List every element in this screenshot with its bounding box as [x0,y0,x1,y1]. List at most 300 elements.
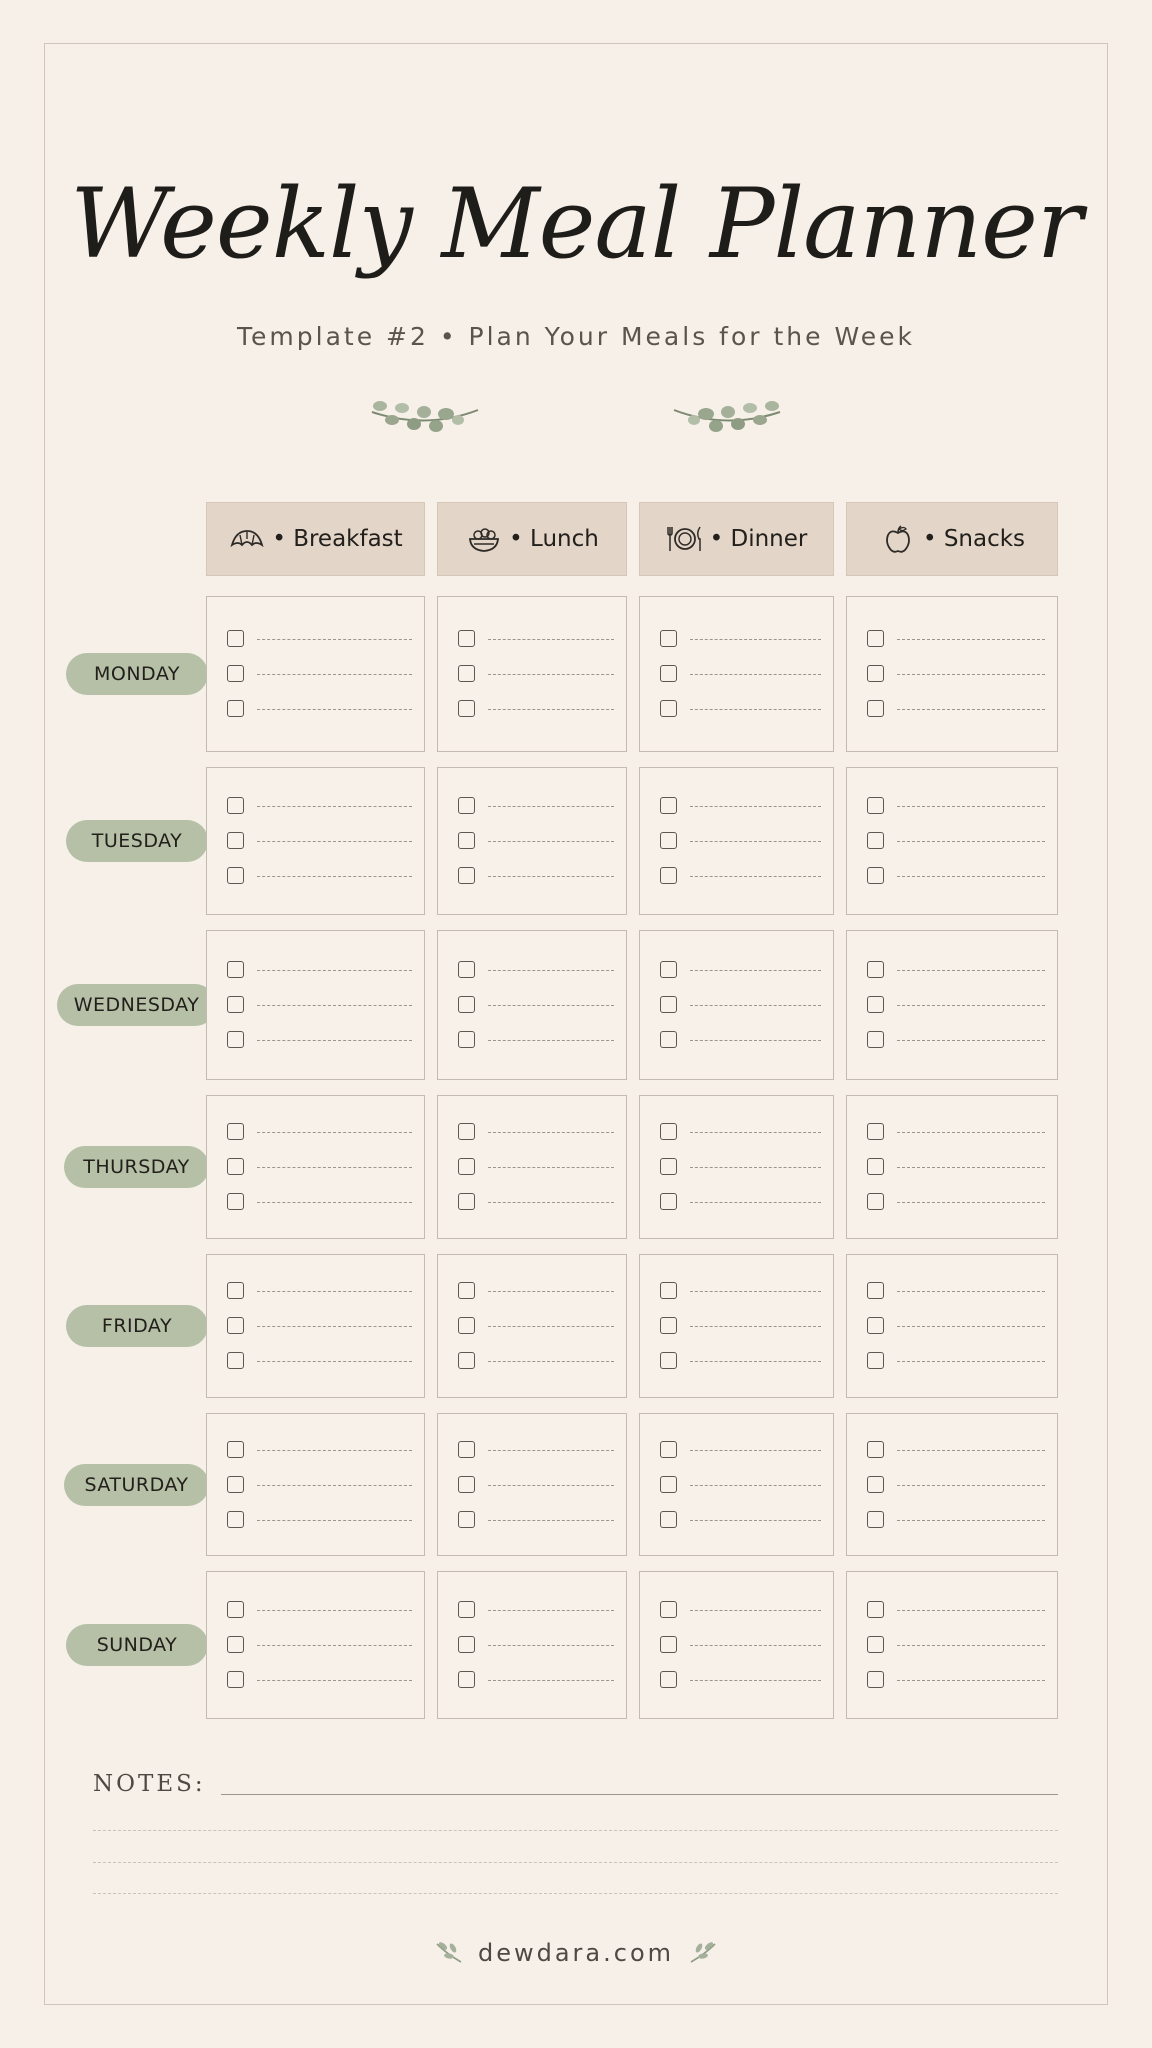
meal-entry [660,832,821,852]
meal-entry [867,1282,1045,1302]
entry-line[interactable] [257,1680,412,1681]
checkbox[interactable] [867,1671,884,1688]
checkbox[interactable] [660,700,677,717]
meal-entry [227,630,412,650]
meal-entry [458,1031,614,1051]
checkbox[interactable] [458,1031,475,1048]
checkbox[interactable] [458,665,475,682]
entry-line[interactable] [897,1326,1045,1327]
entry-line[interactable] [488,674,614,675]
checkbox[interactable] [660,996,677,1013]
checkbox[interactable] [867,832,884,849]
meal-entry [867,797,1045,817]
entry-line[interactable] [257,1132,412,1133]
entry-line[interactable] [690,674,821,675]
entry-line[interactable] [897,1005,1045,1006]
entry-line[interactable] [488,1361,614,1362]
entry-line[interactable] [488,1645,614,1646]
checkbox[interactable] [458,1671,475,1688]
entry-line[interactable] [690,1291,821,1292]
entry-line[interactable] [690,1485,821,1486]
checkbox[interactable] [867,1317,884,1334]
entry-line[interactable] [690,1132,821,1133]
meal-entry [227,867,412,887]
meal-cell [437,1413,627,1556]
meal-entry [867,1511,1045,1531]
meal-entry [227,1123,412,1143]
meal-cell [206,1254,425,1398]
checkbox[interactable] [867,1352,884,1369]
meal-entry [227,1671,412,1691]
entry-line[interactable] [257,841,412,842]
meal-entry [458,867,614,887]
meal-cell [437,930,627,1080]
meal-entry [660,1123,821,1143]
checkbox[interactable] [227,996,244,1013]
meal-entry [227,996,412,1016]
entry-line[interactable] [690,841,821,842]
meal-cell [639,596,834,752]
checkbox[interactable] [458,1636,475,1653]
meal-entry [458,1441,614,1461]
meal-entry [458,1636,614,1656]
footer-right-sprig-icon [687,1936,719,1968]
meal-cell [846,1413,1058,1556]
entry-line[interactable] [690,1167,821,1168]
entry-line[interactable] [488,1132,614,1133]
entry-line[interactable] [897,806,1045,807]
checkbox[interactable] [660,797,677,814]
checkbox[interactable] [227,700,244,717]
checkbox[interactable] [458,1441,475,1458]
meal-entry [458,1511,614,1531]
meal-cell [639,767,834,915]
column-label: • Dinner [709,526,808,552]
entry-line[interactable] [690,1680,821,1681]
checkbox[interactable] [458,797,475,814]
entry-line[interactable] [690,1645,821,1646]
checkbox[interactable] [867,1031,884,1048]
checkbox[interactable] [660,665,677,682]
checkbox[interactable] [867,1193,884,1210]
checkbox[interactable] [867,1511,884,1528]
checkbox[interactable] [660,1511,677,1528]
meal-entry [227,1031,412,1051]
entry-line[interactable] [257,1040,412,1041]
checkbox[interactable] [227,1671,244,1688]
entry-line[interactable] [488,709,614,710]
entry-line[interactable] [488,1326,614,1327]
entry-line[interactable] [488,1520,614,1521]
plate-cutlery-icon [666,523,704,555]
checkbox[interactable] [227,1636,244,1653]
checkbox[interactable] [867,1158,884,1175]
entry-line[interactable] [488,1040,614,1041]
meal-entry [227,1282,412,1302]
entry-line[interactable] [690,1040,821,1041]
checkbox[interactable] [227,665,244,682]
checkbox[interactable] [227,630,244,647]
checkbox[interactable] [458,1352,475,1369]
meal-entry [458,996,614,1016]
meal-entry [458,1282,614,1302]
checkbox[interactable] [458,1158,475,1175]
entry-line[interactable] [488,1450,614,1451]
checkbox[interactable] [660,961,677,978]
meal-cell [206,1413,425,1556]
meal-entry [458,961,614,981]
meal-cell [846,1254,1058,1398]
entry-line[interactable] [488,841,614,842]
checkbox[interactable] [227,1158,244,1175]
notes-label: NOTES: [93,1771,206,1797]
checkbox[interactable] [458,1193,475,1210]
meal-entry [867,1193,1045,1213]
entry-line[interactable] [897,709,1045,710]
entry-line[interactable] [257,1361,412,1362]
meal-cell [206,1095,425,1239]
entry-line[interactable] [897,1645,1045,1646]
checkbox[interactable] [660,1282,677,1299]
meal-cell [846,1571,1058,1719]
meal-entry [458,1158,614,1178]
entry-line[interactable] [897,1485,1045,1486]
meal-entry [227,1476,412,1496]
meal-entry [458,1193,614,1213]
meal-entry [227,832,412,852]
meal-entry [867,1601,1045,1621]
meal-entry [867,1441,1045,1461]
entry-line[interactable] [690,1450,821,1451]
day-label-wednesday: WEDNESDAY [57,984,216,1026]
checkbox[interactable] [867,1282,884,1299]
checkbox[interactable] [867,1601,884,1618]
checkbox[interactable] [227,1511,244,1528]
checkbox[interactable] [458,1476,475,1493]
meal-entry [660,1671,821,1691]
entry-line[interactable] [897,639,1045,640]
meal-cell [437,1095,627,1239]
meal-cell [206,1571,425,1719]
entry-line[interactable] [257,1005,412,1006]
checkbox[interactable] [458,832,475,849]
checkbox[interactable] [227,1282,244,1299]
entry-line[interactable] [488,1167,614,1168]
checkbox[interactable] [227,1476,244,1493]
entry-line[interactable] [690,639,821,640]
checkbox[interactable] [660,1476,677,1493]
entry-line[interactable] [897,970,1045,971]
entry-line[interactable] [897,674,1045,675]
entry-line[interactable] [488,1202,614,1203]
checkbox[interactable] [227,797,244,814]
entry-line[interactable] [488,639,614,640]
meal-entry [227,1636,412,1656]
entry-line[interactable] [257,1520,412,1521]
notes-line[interactable] [93,1893,1058,1894]
column-header-lunch [437,502,627,576]
salad-bowl-icon [465,523,503,555]
checkbox[interactable] [660,1636,677,1653]
day-label-saturday: SATURDAY [64,1464,209,1506]
meal-entry [660,996,821,1016]
entry-line[interactable] [257,1645,412,1646]
checkbox[interactable] [227,1441,244,1458]
meal-entry [660,665,821,685]
meal-entry [867,1476,1045,1496]
apple-icon [879,523,917,555]
entry-line[interactable] [690,1610,821,1611]
meal-entry [458,630,614,650]
meal-entry [458,700,614,720]
entry-line[interactable] [257,1610,412,1611]
entry-line[interactable] [690,876,821,877]
entry-line[interactable] [690,1520,821,1521]
checkbox[interactable] [227,867,244,884]
checkbox[interactable] [458,1282,475,1299]
meal-entry [458,1352,614,1372]
entry-line[interactable] [897,1040,1045,1041]
checkbox[interactable] [660,1352,677,1369]
meal-cell [437,1571,627,1719]
checkbox[interactable] [867,700,884,717]
checkbox[interactable] [660,630,677,647]
checkbox[interactable] [458,867,475,884]
meal-entry [458,1123,614,1143]
checkbox[interactable] [227,1352,244,1369]
meal-entry [867,1636,1045,1656]
entry-line[interactable] [488,1610,614,1611]
day-label-friday: FRIDAY [66,1305,208,1347]
notes-line[interactable] [93,1862,1058,1863]
meal-cell [206,930,425,1080]
entry-line[interactable] [897,1291,1045,1292]
checkbox[interactable] [660,1441,677,1458]
entry-line[interactable] [488,1485,614,1486]
entry-line[interactable] [257,970,412,971]
checkbox[interactable] [660,1193,677,1210]
checkbox[interactable] [458,630,475,647]
checkbox[interactable] [867,996,884,1013]
meal-entry [867,996,1045,1016]
checkbox[interactable] [227,832,244,849]
meal-entry [458,1671,614,1691]
entry-line[interactable] [897,841,1045,842]
meal-entry [227,665,412,685]
column-label: • Breakfast [272,526,403,552]
entry-line[interactable] [257,674,412,675]
meal-cell [437,596,627,752]
checkbox[interactable] [458,996,475,1013]
meal-entry [867,832,1045,852]
checkbox[interactable] [867,867,884,884]
meal-entry [660,1352,821,1372]
meal-entry [660,797,821,817]
checkbox[interactable] [227,1123,244,1140]
page-subtitle: Template #2 • Plan Your Meals for the Week [237,322,915,351]
checkbox[interactable] [867,1441,884,1458]
entry-line[interactable] [897,1361,1045,1362]
entry-line[interactable] [257,1202,412,1203]
meal-entry [458,832,614,852]
entry-line[interactable] [690,1326,821,1327]
meal-entry [660,867,821,887]
meal-cell [639,1413,834,1556]
entry-line[interactable] [257,1450,412,1451]
entry-line[interactable] [897,1450,1045,1451]
entry-line[interactable] [257,1485,412,1486]
page-title: Weekly Meal Planner [70,168,1082,280]
day-label-thursday: THURSDAY [64,1146,209,1188]
entry-line[interactable] [690,1005,821,1006]
entry-line[interactable] [488,1005,614,1006]
entry-line[interactable] [690,709,821,710]
entry-line[interactable] [897,1610,1045,1611]
meal-entry [227,797,412,817]
meal-entry [227,1158,412,1178]
meal-entry [660,1636,821,1656]
checkbox[interactable] [867,961,884,978]
left-sprig-icon [366,390,484,440]
entry-line[interactable] [257,806,412,807]
meal-cell [206,596,425,752]
entry-line[interactable] [257,876,412,877]
checkbox[interactable] [660,1158,677,1175]
entry-line[interactable] [897,1202,1045,1203]
checkbox[interactable] [660,1031,677,1048]
croissant-icon [228,523,266,555]
checkbox[interactable] [458,1601,475,1618]
checkbox[interactable] [867,1636,884,1653]
entry-line[interactable] [897,1167,1045,1168]
entry-line[interactable] [257,1167,412,1168]
entry-line[interactable] [897,1520,1045,1521]
checkbox[interactable] [227,961,244,978]
meal-entry [867,867,1045,887]
checkbox[interactable] [227,1193,244,1210]
entry-line[interactable] [488,1680,614,1681]
checkbox[interactable] [867,1123,884,1140]
checkbox[interactable] [867,665,884,682]
checkbox[interactable] [660,832,677,849]
checkbox[interactable] [458,1317,475,1334]
entry-line[interactable] [488,876,614,877]
meal-entry [660,1511,821,1531]
meal-entry [227,961,412,981]
checkbox[interactable] [458,1123,475,1140]
entry-line[interactable] [897,876,1045,877]
entry-line[interactable] [690,1202,821,1203]
checkbox[interactable] [660,1601,677,1618]
footer-website: dewdara.com [477,1939,675,1967]
checkbox[interactable] [660,867,677,884]
entry-line[interactable] [257,709,412,710]
meal-entry [227,700,412,720]
entry-line[interactable] [257,639,412,640]
checkbox[interactable] [227,1601,244,1618]
checkbox[interactable] [458,961,475,978]
meal-entry [660,1441,821,1461]
entry-line[interactable] [488,806,614,807]
day-label-tuesday: TUESDAY [66,820,208,862]
column-header-snacks [846,502,1058,576]
day-label-monday: MONDAY [66,653,208,695]
column-label: • Lunch [509,526,599,552]
meal-entry [867,1671,1045,1691]
checkbox[interactable] [227,1031,244,1048]
entry-line[interactable] [690,1361,821,1362]
meal-entry [458,1317,614,1337]
meal-entry [867,630,1045,650]
meal-entry [867,1031,1045,1051]
meal-entry [458,1601,614,1621]
meal-entry [660,1158,821,1178]
entry-line[interactable] [897,1680,1045,1681]
meal-cell [846,767,1058,915]
entry-line[interactable] [690,970,821,971]
meal-entry [867,1123,1045,1143]
checkbox[interactable] [660,1317,677,1334]
entry-line[interactable] [257,1291,412,1292]
checkbox[interactable] [867,1476,884,1493]
entry-line[interactable] [488,1291,614,1292]
meal-entry [660,1476,821,1496]
meal-entry [660,1601,821,1621]
meal-entry [227,1601,412,1621]
entry-line[interactable] [690,806,821,807]
meal-entry [660,630,821,650]
meal-entry [867,1317,1045,1337]
meal-cell [206,767,425,915]
meal-entry [867,1158,1045,1178]
checkbox[interactable] [458,700,475,717]
notes-line[interactable] [221,1794,1058,1795]
notes-line[interactable] [93,1830,1058,1831]
entry-line[interactable] [488,970,614,971]
meal-cell [437,767,627,915]
checkbox[interactable] [227,1317,244,1334]
meal-cell [846,1095,1058,1239]
meal-entry [458,665,614,685]
meal-entry [227,1511,412,1531]
entry-line[interactable] [897,1132,1045,1133]
meal-cell [846,930,1058,1080]
checkbox[interactable] [867,797,884,814]
column-label: • Snacks [922,526,1026,552]
meal-cell [639,930,834,1080]
meal-entry [227,1193,412,1213]
meal-entry [660,1031,821,1051]
meal-entry [458,797,614,817]
meal-entry [660,1317,821,1337]
checkbox[interactable] [660,1123,677,1140]
meal-entry [660,700,821,720]
checkbox[interactable] [867,630,884,647]
checkbox[interactable] [660,1671,677,1688]
meal-cell [639,1095,834,1239]
meal-entry [458,1476,614,1496]
day-label-sunday: SUNDAY [66,1624,208,1666]
entry-line[interactable] [257,1326,412,1327]
meal-entry [227,1352,412,1372]
right-sprig-icon [668,390,786,440]
meal-cell [639,1254,834,1398]
meal-entry [227,1317,412,1337]
checkbox[interactable] [458,1511,475,1528]
meal-cell [846,596,1058,752]
meal-cell [639,1571,834,1719]
meal-entry [660,1282,821,1302]
